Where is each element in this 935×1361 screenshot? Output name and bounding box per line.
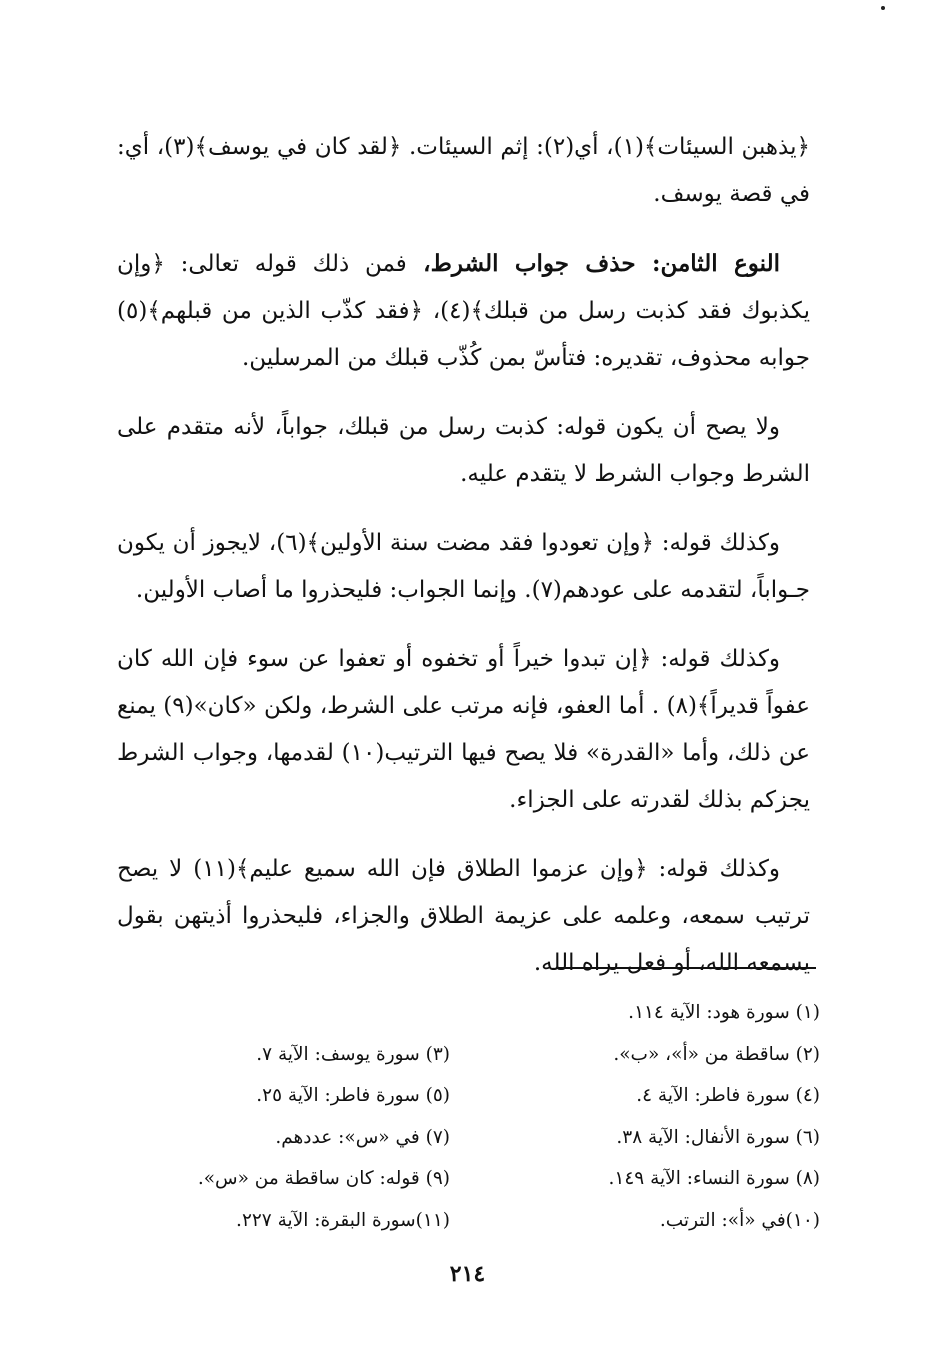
paragraph-2	[117, 240, 810, 382]
footnote-5: (٥) سورة فاطر: الآية ٢٥.	[256, 1085, 450, 1106]
paragraph-6	[117, 846, 810, 987]
paragraph-5	[117, 636, 810, 824]
paragraph-text: وكذلك قوله: ﴿وإن تعودوا فقد مضت سنة الأولين﴾(٦)، لايجوز أن يكون جـواباً، لتقدمه على عودهم(٧). وإنما الجواب: فليحذروا ما أصاب الأولين.	[117, 530, 810, 603]
paragraph-4	[117, 520, 810, 614]
footnote-7: (٧) في «س»: عددهم.	[275, 1126, 450, 1148]
paragraph-text: فمن ذلك قوله تعالى: ﴿وإن يكذبوك فقد كذبت رسل من قبلك﴾(٤)، ﴿فقد كذّب الذين من قبلهم﴾(٥) جوابه محذوف، تقديره: فتأسّ بمن كُذّب قبلك من المرسلين.	[117, 251, 810, 371]
footnote-9: (٩) قوله: كان ساقطة من «س».	[197, 1168, 450, 1189]
footnote-2: (٢) ساقطة من «أ»، «ب».	[613, 1043, 820, 1065]
page-number: ٢١٤	[449, 1261, 486, 1287]
footnote-spacer	[120, 992, 450, 1034]
paragraph-text: ﴿يذهبن السيئات﴾(١)، أي(٢): إثم السيئات. ﴿لقد كان في يوسف﴾(٣)، أي: في قصة يوسف.	[117, 134, 810, 207]
footnote-10: (١٠)في «أ»: الترتب.	[659, 1209, 820, 1231]
paragraph-text: ولا يصح أن يكون قوله: كذبت رسل من قبلك، جواباً، لأنه متقدم على الشرط وجواب الشرط لا يتقدم عليه.	[117, 414, 810, 487]
paragraph-text: وكذلك قوله: ﴿وإن عزموا الطلاق فإن الله سميع عليم﴾(١١) لا يصح ترتيب سمعه، وعلمه على عزيمة الطلاق والجزاء، فليحذروا أذيتهن بقول يسمعه الله، أو فعل يراه الله.	[117, 856, 810, 976]
paragraph-text: وكذلك قوله: ﴿إن تبدوا خيراً أو تخفوه أو تعفوا عن سوء فإن الله كان عفواً قديراً﴾(٨) . أما العفو، فإنه مرتب على الشرط، ولكن «كان»(٩) يمنع عن ذلك، وأما «القدرة» فلا يصح فيها الترتيب(١٠) لقدمها، وجواب الشرط يجزكم بذلك لقدرته على الجزاء.	[117, 646, 810, 813]
footnote-8: (٨) سورة النساء: الآية ١٤٩.	[608, 1168, 820, 1189]
ink-speck	[881, 6, 885, 10]
footnote-6: (٦) سورة الأنفال: الآية ٣٨.	[616, 1126, 820, 1148]
footnote-4: (٤) سورة فاطر: الآية ٤.	[636, 1085, 820, 1106]
section-heading: النوع الثامن: حذف جواب الشرط،	[406, 250, 780, 277]
paragraph-1	[117, 124, 810, 218]
footnotes	[120, 992, 820, 1241]
footnote-11: (١١)سورة البقرة: الآية ٢٢٧.	[236, 1209, 450, 1231]
footnote-1: (١) سورة هود: الآية ١١٤.	[628, 1002, 820, 1023]
footnote-3: (٣) سورة يوسف: الآية ٧.	[256, 1043, 450, 1065]
paragraph-3	[117, 404, 810, 498]
main-text	[117, 124, 810, 1009]
footnote-divider	[556, 967, 816, 969]
